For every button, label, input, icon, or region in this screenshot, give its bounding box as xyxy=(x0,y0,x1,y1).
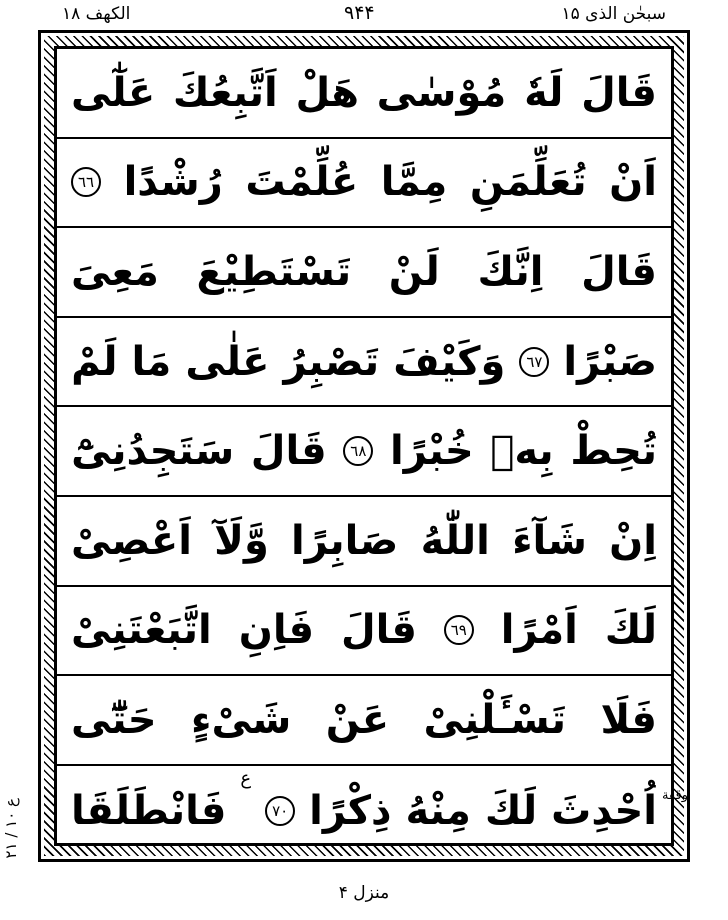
word: اللّٰهُ xyxy=(420,517,490,564)
word: شَآءَ xyxy=(512,517,587,564)
juz-name: سبحٰن الذی ۱۵ xyxy=(561,4,666,24)
word: وَّلَآ xyxy=(214,517,269,564)
ruku-side-marker: ع ۱۰ / ۲۱ xyxy=(2,798,20,859)
surah-name: الکھف ۱۸ xyxy=(62,4,131,24)
word: اِنَّكَ xyxy=(477,248,544,295)
text-line xyxy=(57,49,671,139)
text-area xyxy=(54,46,674,846)
word: تَسْتَطِيْعَ xyxy=(196,248,352,295)
word: هَلْ xyxy=(295,69,359,116)
word: فَاِنِ xyxy=(238,607,315,654)
word: بِهٖ xyxy=(490,428,554,475)
word: قَالَ xyxy=(581,248,657,295)
word: اَمْرًا xyxy=(500,607,578,654)
word: خُبْرًا xyxy=(390,428,474,475)
ayah-number-marker: ٦٩ xyxy=(444,615,474,645)
word: لَهٗ xyxy=(524,69,564,116)
ayah-number-marker: ٦٨ xyxy=(343,436,373,466)
ayah-number-marker: ٦٧ xyxy=(519,347,549,377)
word: قَالَ xyxy=(581,69,657,116)
manzil-footer: منزل ۴ xyxy=(338,883,390,903)
text-line xyxy=(57,676,671,766)
text-line xyxy=(57,407,671,497)
ayah-number-marker: ٧٠ xyxy=(265,796,295,826)
page-number: ۹۴۴ xyxy=(344,2,375,24)
text-line xyxy=(57,228,671,318)
word: وَكَيْفَ xyxy=(393,338,506,385)
word: صَابِرًا xyxy=(291,517,399,564)
word: اِنْ xyxy=(609,517,657,564)
word: رُشْدًا xyxy=(123,159,223,206)
page-header xyxy=(0,4,728,30)
word: اَتَّبِعُكَ xyxy=(172,69,278,116)
word: شَىْءٍ xyxy=(191,696,292,743)
text-lines xyxy=(57,49,671,843)
word: عَنْ xyxy=(325,696,390,743)
word: عَلٰى xyxy=(185,338,270,385)
word: عُلِّمْتَ xyxy=(245,159,359,206)
word: اتَّبَعْتَنِىْ xyxy=(71,607,212,654)
word: سَتَجِدُنِىْٓ xyxy=(71,428,235,475)
word: مِنْهُ xyxy=(405,787,471,834)
word: ذِكْرًا xyxy=(309,787,392,834)
word: حَتّٰٓى xyxy=(71,696,157,743)
word: اُحْدِثَ xyxy=(551,787,657,834)
word: مِمَّا xyxy=(380,159,448,206)
word: قَالَ xyxy=(340,607,417,654)
word: قَالَ xyxy=(250,428,327,475)
text-line xyxy=(57,587,671,677)
word: عَلٰٓى xyxy=(71,69,156,116)
word: مُوْسٰى xyxy=(376,69,507,116)
word: لَنْ xyxy=(388,248,440,295)
page-frame xyxy=(38,30,690,862)
text-line xyxy=(57,318,671,408)
ruku-mark: ع xyxy=(240,767,252,789)
word: تُعَلِّمَنِ xyxy=(469,159,587,206)
text-line xyxy=(57,766,671,856)
word: فَانْطَلَقَا xyxy=(71,787,227,834)
text-line xyxy=(57,497,671,587)
ayah-number-marker: ٦٦ xyxy=(71,167,101,197)
word: مَعِىَ xyxy=(71,248,159,295)
word: اَعْصِىْ xyxy=(71,517,192,564)
word: لَكَ xyxy=(604,607,657,654)
word: فَلَا xyxy=(600,696,657,743)
word: مَا xyxy=(131,338,172,385)
word: لَكَ xyxy=(484,787,538,834)
word: تَسْـَٔلْنِىْ xyxy=(423,696,567,743)
waqfa-mark: وقفة xyxy=(661,788,688,803)
word: تَصْبِرُ xyxy=(283,338,380,385)
word: تُحِطْ xyxy=(570,428,657,475)
text-line xyxy=(57,139,671,229)
word: اَنْ xyxy=(609,159,657,206)
word: صَبْرًا xyxy=(563,338,657,385)
word: لَمْ xyxy=(71,338,118,385)
